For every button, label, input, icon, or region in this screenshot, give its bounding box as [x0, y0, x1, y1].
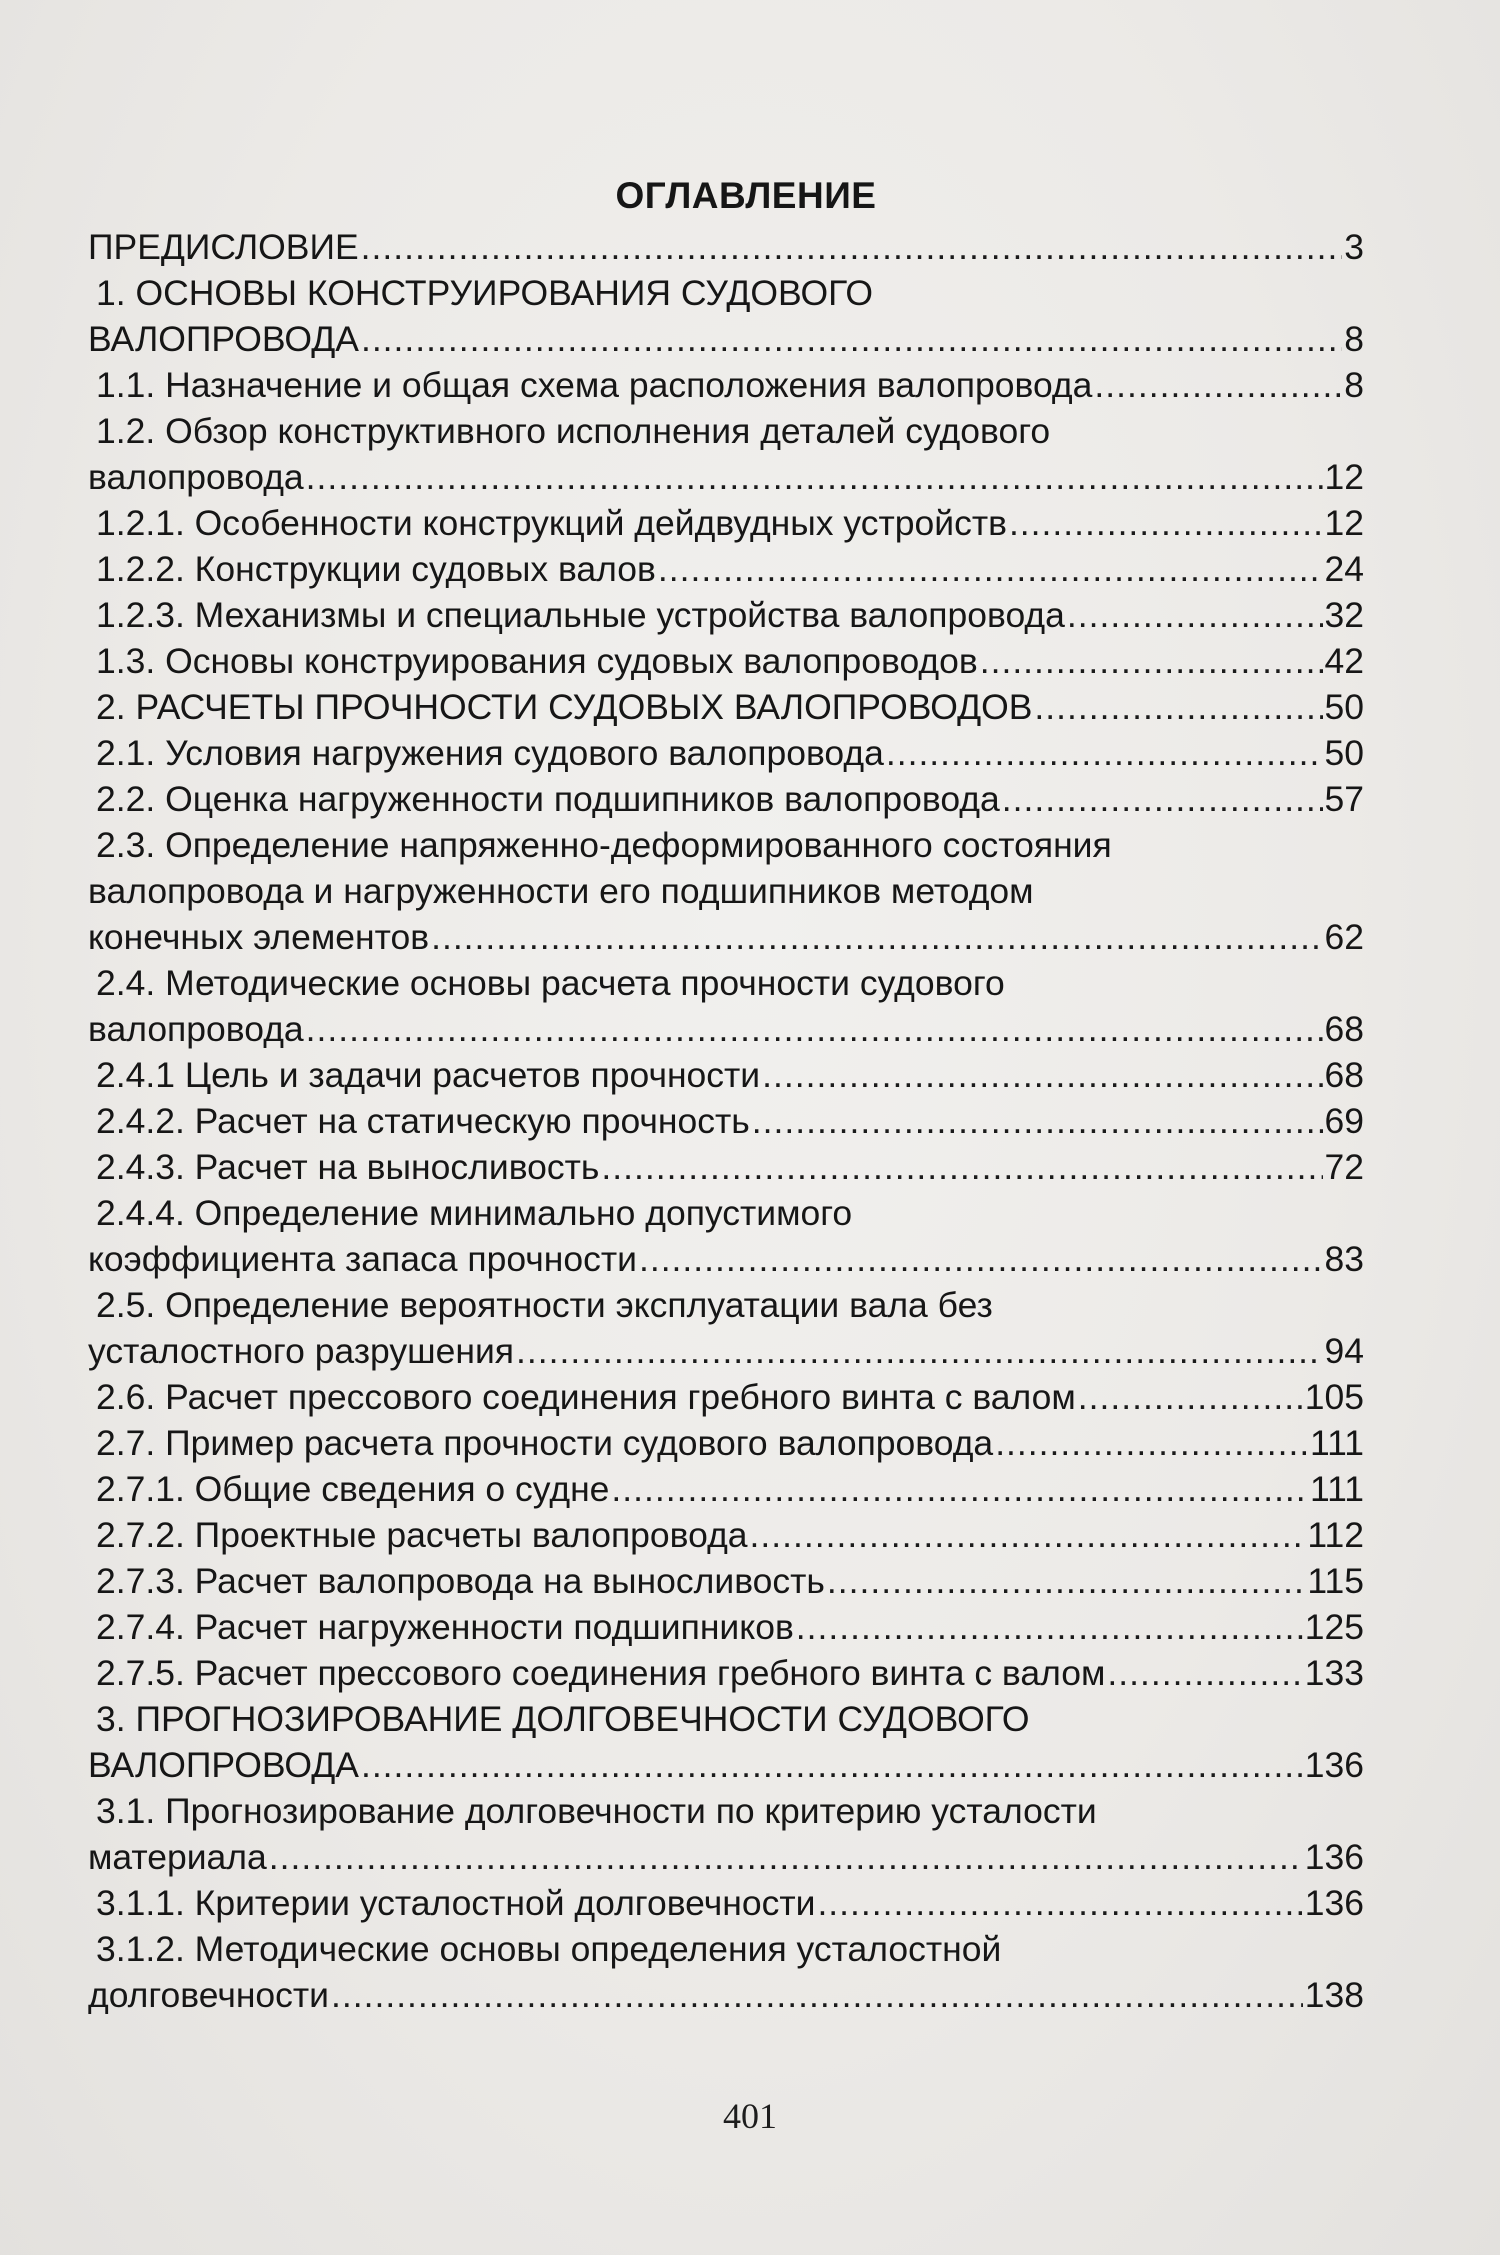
- toc-entry-page: 125: [1304, 1607, 1364, 1647]
- toc-entry-text: коэффициента запаса прочности: [88, 1239, 637, 1279]
- toc-leader-dots: [361, 316, 1342, 362]
- toc-entry: [88, 1650, 1364, 1696]
- toc-entry-text: ВАЛОПРОВОДА: [88, 319, 359, 359]
- toc-entry-text: 2.6. Расчет прессового соединения гребного винта с валом: [96, 1377, 1076, 1417]
- toc-entry: [88, 592, 1364, 638]
- toc-leader-dots: [306, 454, 1323, 500]
- toc-entry-page: 68: [1324, 1055, 1364, 1095]
- toc-title: ОГЛАВЛЕНИЕ: [615, 175, 877, 216]
- toc-entry-page: 136: [1304, 1837, 1364, 1877]
- toc-entry: [88, 730, 1364, 776]
- toc-leader-dots: [1107, 1650, 1302, 1696]
- toc-entry: [88, 638, 1364, 684]
- toc-leader-dots: [361, 1742, 1303, 1788]
- toc-entry-text: 2.4.3. Расчет на выносливость: [96, 1147, 600, 1187]
- toc-leader-dots: [658, 546, 1323, 592]
- toc-entry: [88, 1926, 1364, 1972]
- toc-entry-text: конечных элементов: [88, 917, 430, 957]
- toc-leader-dots: [817, 1880, 1302, 1926]
- toc-leader-dots: [601, 1144, 1322, 1190]
- toc-entry: [88, 1420, 1364, 1466]
- toc-entry: [88, 1558, 1364, 1604]
- toc-leader-dots: [331, 1972, 1303, 2018]
- toc-entry: [88, 1006, 1364, 1052]
- toc-entry-text: 2.4.4. Определение минимально допустимого: [96, 1193, 853, 1233]
- toc-entry-page: 112: [1307, 1515, 1364, 1555]
- toc-entry-page: 136: [1304, 1883, 1364, 1923]
- toc-entry-page: 68: [1324, 1009, 1364, 1049]
- toc-entry-text: 1.3. Основы конструирования судовых валопроводов: [96, 641, 978, 681]
- toc-entry-text: 1. ОСНОВЫ КОНСТРУИРОВАНИЯ СУДОВОГО: [96, 273, 873, 313]
- toc-entry-text: валопровода: [88, 1009, 304, 1049]
- toc-entry: [88, 1604, 1364, 1650]
- toc-entry: [88, 684, 1364, 730]
- toc-leader-dots: [516, 1328, 1322, 1374]
- toc-entry-text: 2.7. Пример расчета прочности судового валопровода: [96, 1423, 994, 1463]
- page-number: 401: [723, 2096, 777, 2136]
- toc-entry-text: 3. ПРОГНОЗИРОВАНИЕ ДОЛГОВЕЧНОСТИ СУДОВОГО: [96, 1699, 1030, 1739]
- toc-entry-text: валопровода: [88, 457, 304, 497]
- toc-entry-page: 111: [1310, 1423, 1364, 1463]
- toc-entry-text: валопровода и нагруженности его подшипников методом: [88, 871, 1034, 911]
- toc-entry: [88, 546, 1364, 592]
- toc-entry-text: 2.4.1 Цель и задачи расчетов прочности: [96, 1055, 761, 1095]
- toc-entry-text: 1.2.1. Особенности конструкций дейдвудных устройств: [96, 503, 1007, 543]
- toc-entry: [88, 1236, 1364, 1282]
- toc-entry-page: 42: [1324, 641, 1364, 681]
- toc-entry-text: усталостного разрушения: [88, 1331, 515, 1371]
- toc-entry-text: 2.7.4. Расчет нагруженности подшипников: [96, 1607, 794, 1647]
- toc-entry-text: 3.1.2. Методические основы определения усталостной: [96, 1929, 1002, 1969]
- toc-entry: [88, 1374, 1364, 1420]
- toc-entry-text: долговечности: [88, 1975, 330, 2015]
- toc-entry: [88, 822, 1364, 868]
- toc-leader-dots: [306, 1006, 1323, 1052]
- toc-entry-page: 136: [1304, 1745, 1364, 1785]
- toc-entry-text: 2.1. Условия нагружения судового валопровода: [96, 733, 884, 773]
- toc-entry: [88, 1328, 1364, 1374]
- toc-entry: [88, 1972, 1364, 2018]
- toc-entry: [88, 1742, 1364, 1788]
- toc-entry-page: 83: [1324, 1239, 1364, 1279]
- toc-leader-dots: [361, 224, 1343, 270]
- toc-entry: [88, 500, 1364, 546]
- toc-entry-text: материала: [88, 1837, 267, 1877]
- toc-entry-page: 32: [1324, 595, 1364, 635]
- toc-leader-dots: [762, 1052, 1322, 1098]
- toc-entry: [88, 270, 1364, 316]
- toc-entry-page: 62: [1324, 917, 1364, 957]
- toc-leader-dots: [431, 914, 1322, 960]
- table-of-contents: [88, 168, 1364, 2018]
- toc-entry-text: 3.1.1. Критерии усталостной долговечности: [96, 1883, 816, 1923]
- toc-entry: [88, 868, 1364, 914]
- toc-leader-dots: [1009, 500, 1323, 546]
- toc-entry-page: 50: [1324, 687, 1364, 727]
- toc-entry: [88, 914, 1364, 960]
- toc-leader-dots: [980, 638, 1323, 684]
- toc-leader-dots: [1034, 684, 1322, 730]
- toc-entry-page: 57: [1324, 779, 1364, 819]
- toc-entry-page: 12: [1324, 503, 1364, 543]
- toc-leader-dots: [995, 1420, 1308, 1466]
- toc-entry-text: 2.3. Определение напряженно-деформированного состояния: [96, 825, 1112, 865]
- toc-leader-dots: [1067, 592, 1323, 638]
- toc-entry-text: 1.2.2. Конструкции судовых валов: [96, 549, 656, 589]
- toc-entry: [88, 776, 1364, 822]
- toc-entry-text: 2. РАСЧЕТЫ ПРОЧНОСТИ СУДОВЫХ ВАЛОПРОВОДОВ: [96, 687, 1033, 727]
- toc-leader-dots: [750, 1512, 1306, 1558]
- toc-entry-text: 2.7.2. Проектные расчеты валопровода: [96, 1515, 748, 1555]
- toc-entry-text: 1.2. Обзор конструктивного исполнения деталей судового: [96, 411, 1051, 451]
- toc-entry: [88, 362, 1364, 408]
- toc-leader-dots: [1002, 776, 1323, 822]
- toc-entry-page: 111: [1310, 1469, 1364, 1509]
- toc-leader-dots: [827, 1558, 1305, 1604]
- toc-leader-dots: [639, 1236, 1323, 1282]
- toc-entry-text: 2.4. Методические основы расчета прочности судового: [96, 963, 1005, 1003]
- toc-leader-dots: [1078, 1374, 1303, 1420]
- toc-entry-page: 138: [1304, 1975, 1364, 2015]
- toc-entry: [88, 1696, 1364, 1742]
- toc-entry: [88, 1098, 1364, 1144]
- toc-entry-page: 133: [1304, 1653, 1364, 1693]
- toc-entry-text: ВАЛОПРОВОДА: [88, 1745, 359, 1785]
- toc-entries: [88, 224, 1364, 2018]
- toc-entry-page: 12: [1324, 457, 1364, 497]
- toc-entry-page: 72: [1324, 1147, 1364, 1187]
- toc-entry: [88, 224, 1364, 270]
- toc-leader-dots: [1094, 362, 1342, 408]
- toc-entry-text: 2.7.3. Расчет валопровода на выносливость: [96, 1561, 825, 1601]
- toc-entry-text: 2.4.2. Расчет на статическую прочность: [96, 1101, 750, 1141]
- toc-entry-text: 1.2.3. Механизмы и специальные устройства валопровода: [96, 595, 1065, 635]
- toc-entry: [88, 1190, 1364, 1236]
- toc-entry-text: 2.5. Определение вероятности эксплуатации вала без: [96, 1285, 993, 1325]
- toc-entry: [88, 408, 1364, 454]
- toc-entry-text: 3.1. Прогнозирование долговечности по критерию усталости: [96, 1791, 1097, 1831]
- toc-entry-page: 69: [1324, 1101, 1364, 1141]
- toc-entry-text: 1.1. Назначение и общая схема расположения валопровода: [96, 365, 1093, 405]
- toc-entry: [88, 1880, 1364, 1926]
- toc-entry: [88, 316, 1364, 362]
- toc-entry: [88, 1282, 1364, 1328]
- toc-leader-dots: [269, 1834, 1303, 1880]
- toc-entry: [88, 1466, 1364, 1512]
- toc-entry-text: ПРЕДИСЛОВИЕ: [88, 227, 359, 267]
- toc-entry-text: 2.7.1. Общие сведения о судне: [96, 1469, 610, 1509]
- toc-entry-page: 105: [1304, 1377, 1364, 1417]
- toc-entry-page: 8: [1344, 319, 1364, 359]
- toc-entry: [88, 1052, 1364, 1098]
- toc-entry-page: 3: [1344, 227, 1364, 267]
- toc-entry-page: 24: [1324, 549, 1364, 589]
- toc-entry-page: 50: [1324, 733, 1364, 773]
- toc-entry-text: 2.2. Оценка нагруженности подшипников валопровода: [96, 779, 1000, 819]
- toc-leader-dots: [886, 730, 1323, 776]
- toc-entry: [88, 1788, 1364, 1834]
- toc-leader-dots: [611, 1466, 1308, 1512]
- toc-entry: [88, 1834, 1364, 1880]
- toc-leader-dots: [752, 1098, 1323, 1144]
- toc-entry-page: 94: [1324, 1331, 1364, 1371]
- toc-entry: [88, 960, 1364, 1006]
- toc-entry-text: 2.7.5. Расчет прессового соединения гребного винта с валом: [96, 1653, 1106, 1693]
- toc-entry: [88, 1512, 1364, 1558]
- toc-leader-dots: [796, 1604, 1303, 1650]
- toc-entry: [88, 454, 1364, 500]
- toc-entry-page: 8: [1344, 365, 1364, 405]
- toc-entry-page: 115: [1307, 1561, 1364, 1601]
- toc-entry: [88, 1144, 1364, 1190]
